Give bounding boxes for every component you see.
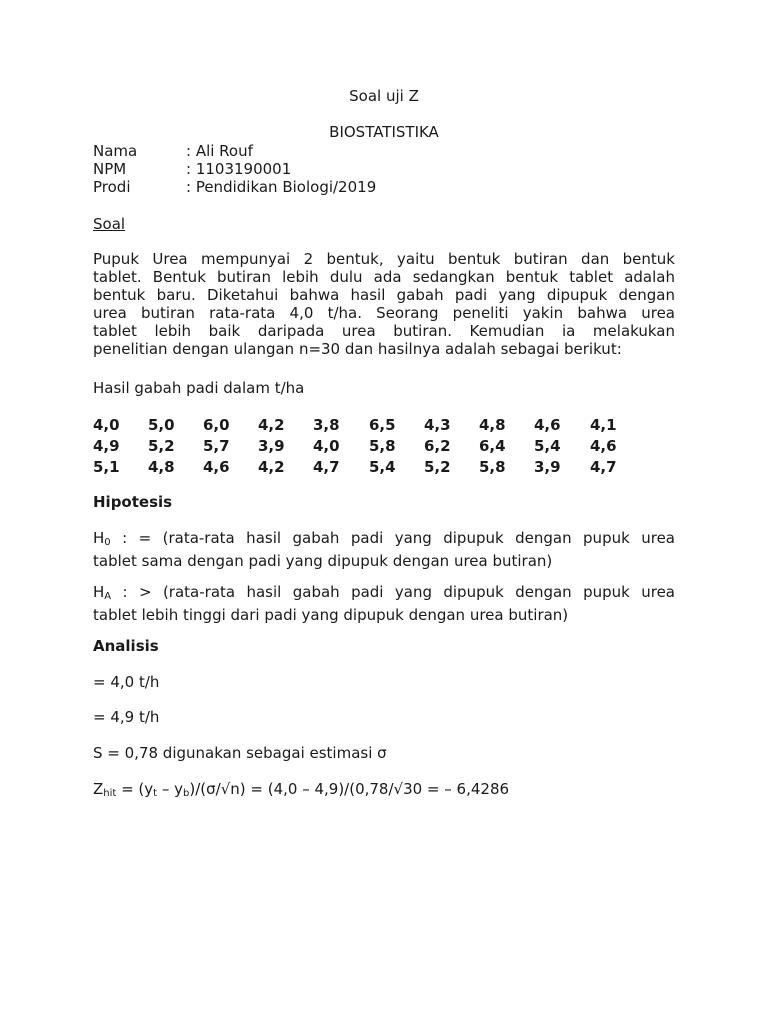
data-cell: 5,4	[369, 458, 396, 476]
document-title: Soal uji Z	[349, 87, 419, 105]
data-cell: 6,2	[424, 437, 451, 455]
data-cell: 4,3	[424, 416, 451, 434]
identity-label-npm: NPM	[93, 160, 127, 178]
soal-line: tablet lebih baik daripada urea butiran. Kemudian ia melakukan	[93, 322, 675, 340]
soal-heading: Soal	[93, 215, 126, 233]
data-cell: 5,7	[203, 437, 230, 455]
analisis-line: = 4,0 t/h	[93, 673, 160, 691]
h0-line	[93, 529, 675, 552]
soal-line: tablet. Bentuk butiran lebih dulu ada sedangkan bentuk tablet adalah	[93, 268, 675, 286]
identity-value-prodi: : Pendidikan Biologi/2019	[186, 178, 377, 196]
h0-subscript: 0	[104, 537, 111, 548]
soal-line: Pupuk Urea mempunyai 2 bentuk, yaitu bentuk butiran dan bentuk	[93, 250, 675, 268]
identity-value-npm: : 1103190001	[186, 160, 292, 178]
identity-label-nama: Nama	[93, 142, 138, 160]
zhit-part1: = (y	[116, 780, 154, 798]
data-cell: 4,1	[590, 416, 617, 434]
data-cell: 4,0	[313, 437, 340, 455]
hypothesis-h0	[93, 529, 675, 570]
data-cell: 5,8	[369, 437, 396, 455]
data-cell: 4,6	[534, 416, 561, 434]
data-cell: 5,0	[148, 416, 175, 434]
identity-value-nama: : Ali Rouf	[186, 142, 253, 160]
zhit-part2: – y	[157, 780, 184, 798]
data-cell: 4,7	[313, 458, 340, 476]
data-cell: 4,8	[148, 458, 175, 476]
data-cell: 5,8	[479, 458, 506, 476]
soal-paragraph	[93, 250, 675, 358]
hypothesis-ha	[93, 583, 675, 624]
h0-text: : = (rata-rata hasil gabah padi yang dipupuk dengan pupuk urea	[110, 529, 675, 547]
analisis-line: S = 0,78 digunakan sebagai estimasi σ	[93, 744, 387, 762]
zhit-part3: )/(σ/√n) = (4,0 – 4,9)/(0,78/√30 = – 6,4286	[189, 780, 510, 798]
data-cell: 3,9	[258, 437, 285, 455]
zhit-formula	[93, 780, 509, 803]
ha-subscript: A	[104, 591, 112, 602]
data-cell: 4,7	[590, 458, 617, 476]
analisis-heading: Analisis	[93, 637, 159, 655]
data-cell: 5,4	[534, 437, 561, 455]
zhit-b-subscript: b	[183, 788, 190, 799]
ha-line	[93, 583, 675, 606]
data-cell: 4,9	[93, 437, 120, 455]
soal-line: penelitian dengan ulangan n=30 dan hasilnya adalah sebagai berikut:	[93, 340, 622, 358]
hipotesis-heading: Hipotesis	[93, 493, 173, 511]
data-cell: 6,5	[369, 416, 396, 434]
soal-line: bentuk baru. Diketahui bahwa hasil gabah padi yang dipupuk dengan	[93, 286, 675, 304]
zhit-t-subscript: t	[153, 788, 158, 799]
data-cell: 3,8	[313, 416, 340, 434]
data-cell: 4,6	[590, 437, 617, 455]
data-cell: 4,2	[258, 458, 285, 476]
h0-symbol: H	[93, 529, 105, 547]
h0-line: tablet sama dengan padi yang dipupuk dengan urea butiran)	[93, 552, 553, 570]
ha-line: tablet lebih tinggi dari padi yang dipupuk dengan urea butiran)	[93, 606, 569, 624]
document-subtitle: BIOSTATISTIKA	[329, 123, 439, 141]
data-cell: 5,1	[93, 458, 120, 476]
ha-symbol: H	[93, 583, 105, 601]
data-cell: 3,9	[534, 458, 561, 476]
zhit-subscript: hit	[103, 788, 117, 799]
analisis-line: = 4,9 t/h	[93, 708, 160, 726]
ha-text: : > (rata-rata hasil gabah padi yang dipupuk dengan pupuk urea	[111, 583, 675, 601]
soal-line: urea butiran rata-rata 4,0 t/ha. Seorang peneliti yakin bahwa urea	[93, 304, 675, 322]
data-caption: Hasil gabah padi dalam t/ha	[93, 379, 305, 397]
data-cell: 5,2	[148, 437, 175, 455]
data-cell: 4,6	[203, 458, 230, 476]
data-cell: 6,0	[203, 416, 230, 434]
data-cell: 4,8	[479, 416, 506, 434]
data-cell: 4,2	[258, 416, 285, 434]
identity-label-prodi: Prodi	[93, 178, 131, 196]
data-cell: 4,0	[93, 416, 120, 434]
zhit-z: Z	[93, 780, 104, 798]
data-cell: 6,4	[479, 437, 506, 455]
data-cell: 5,2	[424, 458, 451, 476]
